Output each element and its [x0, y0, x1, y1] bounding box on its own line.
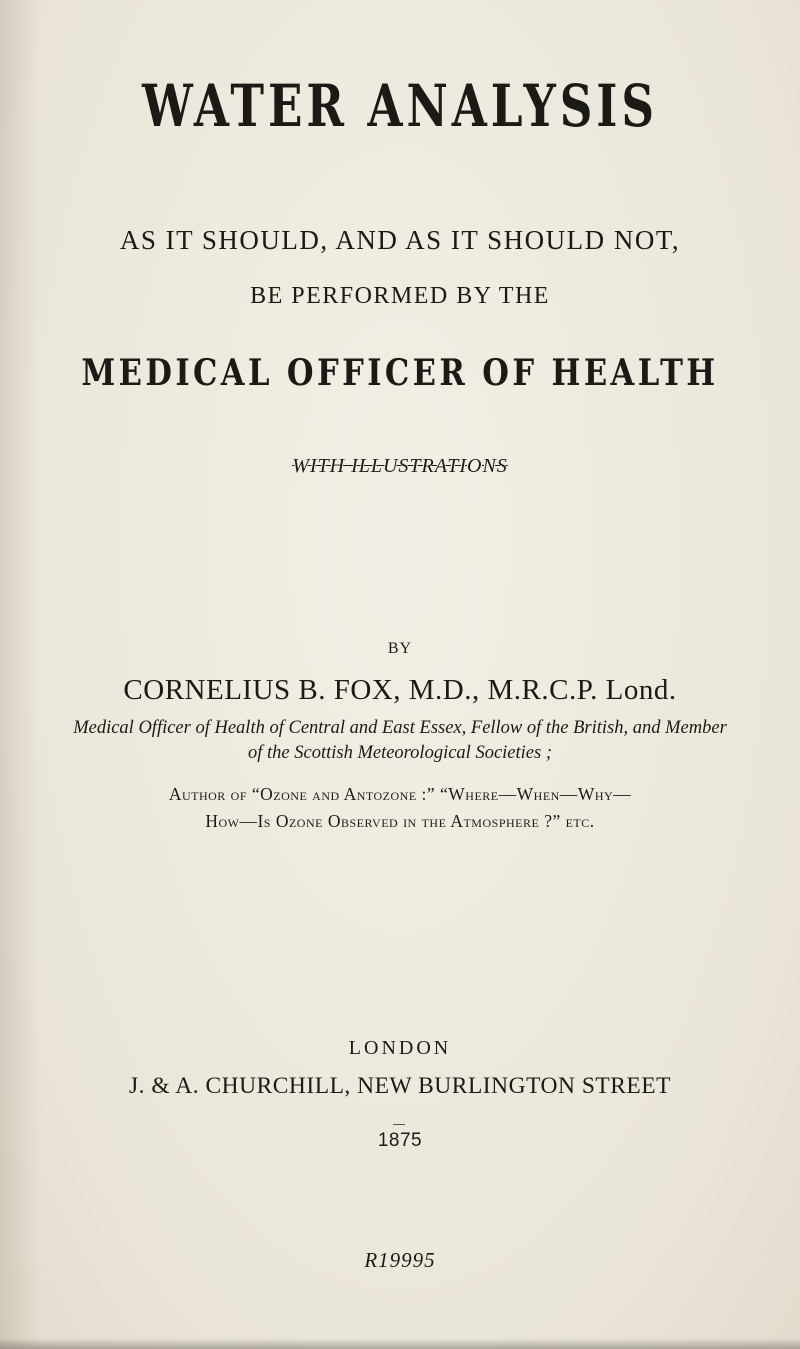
publication-place: LONDON — [348, 1037, 452, 1059]
author-works-line-1: Author of “Ozone and Antozone :” “Where—When—Why— — [168, 784, 632, 804]
book-title: WATER ANALYSIS — [142, 72, 658, 140]
subtitle-line-2: BE PERFORMED BY THE — [250, 283, 550, 309]
illustrations-note: WITH ILLUSTRATIONS — [292, 455, 508, 477]
subtitle-heading: MEDICAL OFFICER OF HEALTH — [81, 352, 719, 394]
page-bottom-edge — [0, 1338, 800, 1349]
year-rule — [393, 1124, 405, 1125]
library-shelfmark: R19995 — [364, 1248, 436, 1272]
publication-year: 1875 — [377, 1130, 423, 1151]
by-label: BY — [387, 640, 413, 657]
author-name: CORNELIUS B. FOX, M.D., M.R.C.P. Lond. — [123, 674, 677, 706]
author-works-line-2: How—Is Ozone Observed in the Atmosphere ?” etc. — [205, 811, 595, 831]
author-description-line-2: of the Scottish Meteorological Societies ; — [248, 743, 552, 763]
author-description-line-1: Medical Officer of Health of Central and East Essex, Fellow of the British, and Member — [73, 718, 727, 738]
publisher: J. & A. CHURCHILL, NEW BURLINGTON STREET — [128, 1073, 671, 1099]
subtitle-line-1: AS IT SHOULD, AND AS IT SHOULD NOT, — [119, 225, 681, 255]
